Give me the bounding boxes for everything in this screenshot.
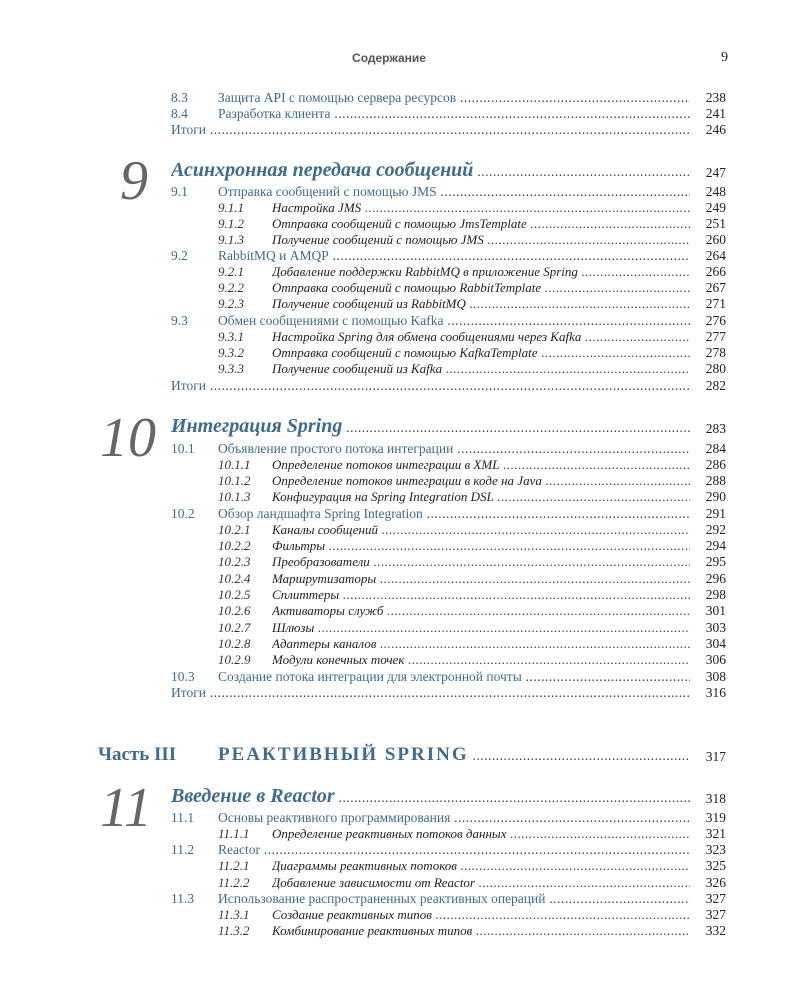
subsection-number: 10.1.3	[218, 489, 251, 504]
subsection-page: 249	[690, 200, 726, 216]
subsection-page: 301	[690, 603, 726, 619]
subsection-number: 11.3.1	[218, 907, 250, 922]
subsection-number: 10.1.1	[218, 457, 251, 472]
part-3-heading[interactable]	[0, 743, 800, 767]
chapter-10-number: 10	[100, 407, 156, 469]
subsection-title: Активаторы служб .....	[272, 603, 726, 619]
toc-entry-9-3[interactable]	[0, 313, 800, 329]
toc-entry-9-3-1[interactable]	[0, 329, 800, 345]
subsection-title: Получение сообщений с помощью JMS .....	[272, 232, 726, 248]
chapter-9-heading[interactable]	[0, 158, 800, 182]
toc-entry-10-2-2[interactable]	[0, 538, 800, 554]
subsection-number: 9.2.3	[218, 296, 244, 311]
subsection-title: Настройка Spring для обмена сообщениями через Kafka .....	[272, 329, 726, 345]
section-page: 241	[690, 106, 726, 122]
subsection-page: 251	[690, 216, 726, 232]
subsection-number: 10.2.4	[218, 571, 251, 586]
section-title: Защита API с помощью сервера ресурсов .....	[218, 90, 726, 106]
subsection-page: 304	[690, 636, 726, 652]
subsection-page: 303	[690, 620, 726, 636]
section-number: 9.3	[171, 313, 188, 328]
subsection-title: Создание реактивных типов .....	[272, 907, 726, 923]
part-label: Часть III	[98, 744, 177, 765]
section-title: Обзор ландшафта Spring Integration .....	[218, 506, 726, 522]
subsection-title: Настройка JMS .....	[272, 200, 726, 216]
subsection-page: 294	[690, 538, 726, 554]
running-head	[0, 50, 800, 66]
toc-entry-9-2-3[interactable]	[0, 296, 800, 312]
toc-entry-11-1[interactable]	[0, 810, 800, 826]
toc-entry-11-1-1[interactable]	[0, 826, 800, 842]
toc-entry-10-2-9[interactable]	[0, 652, 800, 668]
subsection-number: 10.2.7	[218, 620, 251, 635]
chapter-page: 283	[690, 417, 726, 441]
subsection-page: 296	[690, 571, 726, 587]
section-number: 11.3	[171, 891, 195, 906]
section-page: 264	[690, 248, 726, 264]
subsection-title: Добавление поддержки RabbitMQ в приложение Spring .....	[272, 264, 726, 280]
subsection-page: 321	[690, 826, 726, 842]
toc-entry-9-3-3[interactable]	[0, 361, 800, 377]
section-title: Итоги .....	[171, 122, 726, 138]
section-number: 10.2	[171, 506, 195, 521]
subsection-title: Адаптеры каналов .....	[272, 636, 726, 652]
subsection-number: 9.1.2	[218, 216, 244, 231]
subsection-number: 10.2.1	[218, 522, 251, 537]
section-title: RabbitMQ и AMQP .....	[218, 248, 726, 264]
subsection-number: 10.2.5	[218, 587, 251, 602]
subsection-number: 9.2.1	[218, 264, 244, 279]
toc-entry-10-2-6[interactable]	[0, 603, 800, 619]
subsection-page: 292	[690, 522, 726, 538]
section-title: Использование распространенных реактивных операций .....	[218, 891, 726, 907]
page-number: 9	[721, 50, 728, 65]
subsection-page: 290	[690, 489, 726, 505]
chapter-title: Интеграция Spring .....	[171, 414, 726, 440]
toc-entry-summary-ch9[interactable]	[0, 378, 800, 394]
part-page: 317	[690, 745, 726, 769]
subsection-title: Определение потоков интеграции в XML .....	[272, 457, 726, 473]
chapter-11-heading[interactable]	[0, 784, 800, 808]
toc-entry-9-1-3[interactable]	[0, 232, 800, 248]
section-number: 9.1	[171, 184, 188, 199]
subsection-number: 11.3.2	[218, 923, 250, 938]
subsection-title: Отправка сообщений с помощью JmsTemplate .....	[272, 216, 726, 232]
subsection-title: Комбинирование реактивных типов .....	[272, 923, 726, 939]
section-title: Итоги .....	[171, 685, 726, 701]
subsection-title: Модули конечных точек .....	[272, 652, 726, 668]
section-number: 10.3	[171, 669, 195, 684]
subsection-title: Отправка сообщений с помощью KafkaTemplate .....	[272, 345, 726, 361]
chapter-10-heading[interactable]	[0, 414, 800, 438]
toc-entry-10-2-1[interactable]	[0, 522, 800, 538]
subsection-number: 9.1.3	[218, 232, 244, 247]
toc-entry-10-2-3[interactable]	[0, 554, 800, 570]
subsection-page: 277	[690, 329, 726, 345]
subsection-title: Отправка сообщений с помощью RabbitTemplate .....	[272, 280, 726, 296]
section-page: 316	[690, 685, 726, 701]
toc-entry-9-1[interactable]	[0, 184, 800, 200]
subsection-title: Добавление зависимости от Reactor .....	[272, 875, 726, 891]
subsection-number: 10.2.8	[218, 636, 251, 651]
section-page: 291	[690, 506, 726, 522]
subsection-number: 10.2.9	[218, 652, 251, 667]
section-title: Отправка сообщений с помощью JMS .....	[218, 184, 726, 200]
subsection-title: Определение потоков интеграции в коде на Java .....	[272, 473, 726, 489]
subsection-page: 260	[690, 232, 726, 248]
section-title: Обмен сообщениями с помощью Kafka .....	[218, 313, 726, 329]
subsection-title: Маршрутизаторы .....	[272, 571, 726, 587]
toc-entry-8-3[interactable]	[0, 90, 800, 106]
subsection-page: 267	[690, 280, 726, 296]
subsection-number: 9.3.3	[218, 361, 244, 376]
section-number: 8.4	[171, 106, 188, 121]
subsection-title: Преобразователи .....	[272, 554, 726, 570]
toc-entry-10-1-3[interactable]	[0, 489, 800, 505]
toc-entry-10-1-2[interactable]	[0, 473, 800, 489]
toc-entry-11-2[interactable]	[0, 842, 800, 858]
subsection-page: 306	[690, 652, 726, 668]
toc-entry-10-2-7[interactable]	[0, 620, 800, 636]
toc-entry-9-1-1[interactable]	[0, 200, 800, 216]
subsection-number: 9.1.1	[218, 200, 244, 215]
section-title: Создание потока интеграции для электронной почты .....	[218, 669, 726, 685]
toc-entry-10-2-8[interactable]	[0, 636, 800, 652]
section-number: 8.3	[171, 90, 188, 105]
subsection-title: Диаграммы реактивных потоков .....	[272, 858, 726, 874]
toc-entry-10-2[interactable]	[0, 506, 800, 522]
subsection-page: 326	[690, 875, 726, 891]
subsection-title: Конфигурация на Spring Integration DSL .....	[272, 489, 726, 505]
subsection-number: 11.2.1	[218, 858, 250, 873]
subsection-number: 10.2.3	[218, 554, 251, 569]
toc-entry-11-3[interactable]	[0, 891, 800, 907]
toc-entry-9-2-2[interactable]	[0, 280, 800, 296]
part-title: РЕАКТИВНЫЙ SPRING .....	[218, 743, 726, 768]
toc-entry-11-2-2[interactable]	[0, 875, 800, 891]
toc-entry-11-3-2[interactable]	[0, 923, 800, 939]
toc-entry-9-2[interactable]	[0, 248, 800, 264]
subsection-page: 266	[690, 264, 726, 280]
subsection-title: Получение сообщений из RabbitMQ .....	[272, 296, 726, 312]
section-page: 284	[690, 441, 726, 457]
running-title: Содержание	[352, 51, 426, 65]
toc-entry-9-1-2[interactable]	[0, 216, 800, 232]
chapter-page: 247	[690, 161, 726, 185]
section-page: 282	[690, 378, 726, 394]
section-page: 238	[690, 90, 726, 106]
section-page: 327	[690, 891, 726, 907]
subsection-page: 295	[690, 554, 726, 570]
subsection-page: 325	[690, 858, 726, 874]
subsection-number: 9.3.1	[218, 329, 244, 344]
subsection-title: Шлюзы .....	[272, 620, 726, 636]
toc-entry-10-2-5[interactable]	[0, 587, 800, 603]
toc-entry-10-3[interactable]	[0, 669, 800, 685]
section-page: 308	[690, 669, 726, 685]
chapter-page: 318	[690, 787, 726, 811]
subsection-number: 10.2.2	[218, 538, 251, 553]
toc-entry-9-2-1[interactable]	[0, 264, 800, 280]
toc-entry-10-2-4[interactable]	[0, 571, 800, 587]
subsection-page: 288	[690, 473, 726, 489]
chapter-11-number: 11	[100, 777, 152, 839]
subsection-title: Фильтры .....	[272, 538, 726, 554]
section-number: 11.2	[171, 842, 195, 857]
section-title: Основы реактивного программирования .....	[218, 810, 726, 826]
subsection-number: 11.1.1	[218, 826, 250, 841]
section-number: 10.1	[171, 441, 195, 456]
section-title: Разработка клиента .....	[218, 106, 726, 122]
subsection-page: 332	[690, 923, 726, 939]
section-number: 11.1	[171, 810, 195, 825]
toc-entry-8-4[interactable]	[0, 106, 800, 122]
section-title: Объявление простого потока интеграции .....	[218, 441, 726, 457]
toc-entry-10-1[interactable]	[0, 441, 800, 457]
section-page: 276	[690, 313, 726, 329]
chapter-title: Асинхронная передача сообщений .....	[171, 158, 726, 184]
chapter-title: Введение в Reactor .....	[171, 784, 726, 810]
subsection-title: Определение реактивных потоков данных .....	[272, 826, 726, 842]
subsection-number: 9.3.2	[218, 345, 244, 360]
section-number: 9.2	[171, 248, 188, 263]
subsection-page: 327	[690, 907, 726, 923]
section-page: 319	[690, 810, 726, 826]
subsection-number: 9.2.2	[218, 280, 244, 295]
toc-entry-summary-ch8[interactable]	[0, 122, 800, 138]
subsection-page: 278	[690, 345, 726, 361]
section-page: 323	[690, 842, 726, 858]
subsection-number: 11.2.2	[218, 875, 250, 890]
toc-entry-10-1-1[interactable]	[0, 457, 800, 473]
subsection-page: 280	[690, 361, 726, 377]
section-title: Reactor .....	[218, 842, 726, 858]
section-page: 246	[690, 122, 726, 138]
section-title: Итоги .....	[171, 378, 726, 394]
subsection-number: 10.1.2	[218, 473, 251, 488]
toc-entry-11-3-1[interactable]	[0, 907, 800, 923]
subsection-title: Каналы сообщений .....	[272, 522, 726, 538]
subsection-title: Сплиттеры .....	[272, 587, 726, 603]
subsection-number: 10.2.6	[218, 603, 251, 618]
subsection-title: Получение сообщений из Kafka .....	[272, 361, 726, 377]
toc-entry-11-2-1[interactable]	[0, 858, 800, 874]
toc-entry-summary-ch10[interactable]	[0, 685, 800, 701]
toc-entry-9-3-2[interactable]	[0, 345, 800, 361]
chapter-9-number: 9	[120, 150, 148, 212]
subsection-page: 298	[690, 587, 726, 603]
subsection-page: 271	[690, 296, 726, 312]
subsection-page: 286	[690, 457, 726, 473]
section-page: 248	[690, 184, 726, 200]
